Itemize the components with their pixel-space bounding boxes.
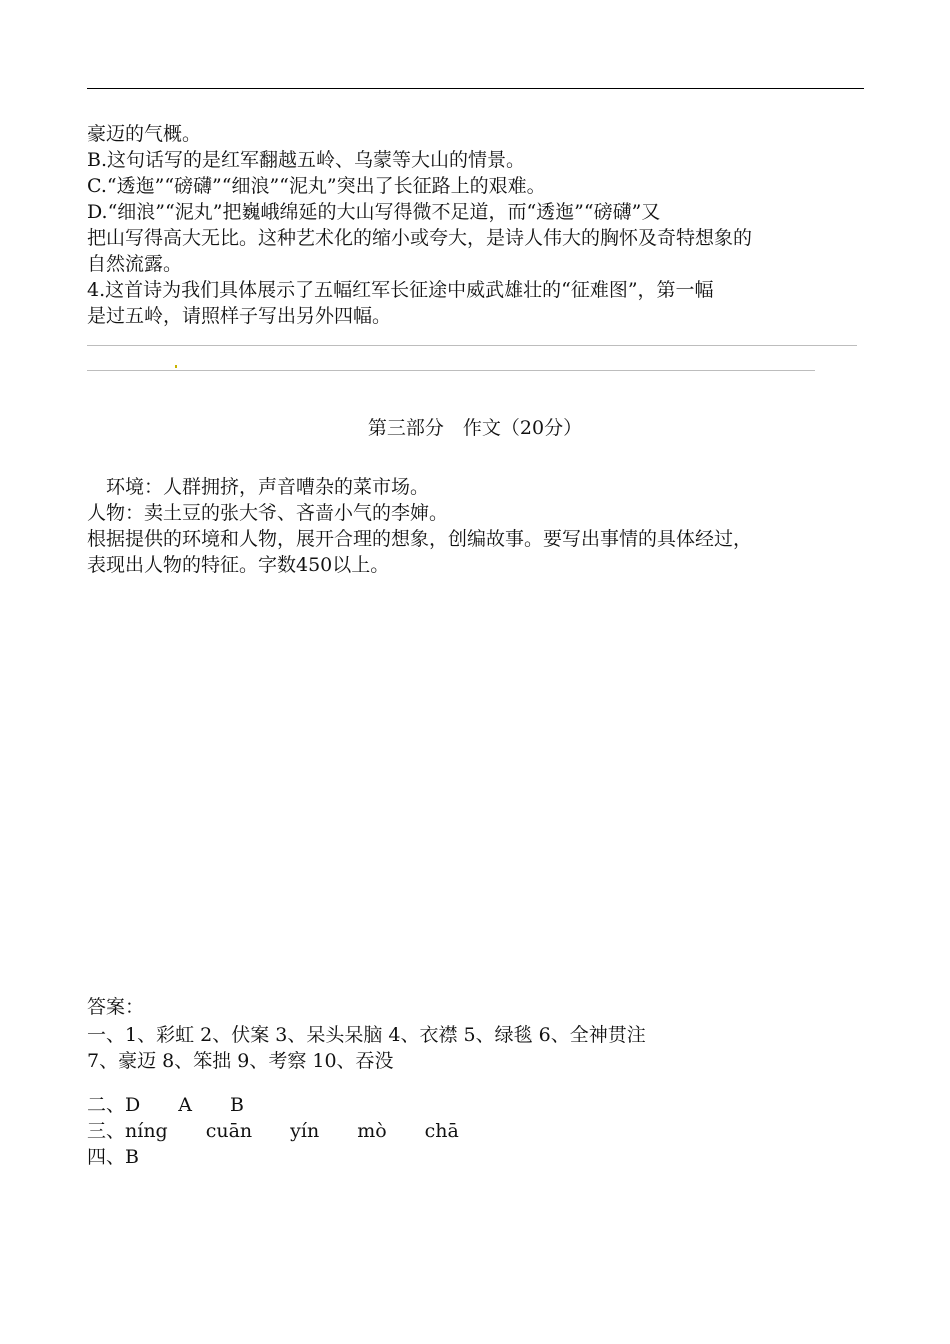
text-line: 豪迈的气概。 <box>87 123 202 145</box>
question-4-cont: 是过五岭，请照样子写出另外四幅。 <box>87 305 392 327</box>
option-c: C.“透迤”“磅礴”“细浪”“泥丸”突出了长征路上的艰难。 <box>87 175 546 197</box>
answer-blank-line[interactable] <box>87 370 815 371</box>
option-b: B.这句话写的是红军翻越五岭、乌蒙等大山的情景。 <box>87 149 526 171</box>
essay-instructions-cont: 表现出人物的特征。字数450以上。 <box>87 554 390 576</box>
answers-row: 一、1、彩虹 2、伏案 3、呆头呆脑 4、衣襟 5、绿毯 6、全神贯注 <box>87 1024 646 1046</box>
essay-characters: 人物：卖土豆的张大爷、吝啬小气的李婶。 <box>87 502 449 524</box>
question-4: 4.这首诗为我们具体展示了五幅红军长征途中威武雄壮的“征难图”，第一幅 <box>87 279 714 301</box>
section-title: 第三部分 作文（20分） <box>367 417 583 439</box>
option-d-cont: 把山写得高大无比。这种艺术化的缩小或夸大，是诗人伟大的胸怀及奇特想象的 <box>87 227 753 249</box>
header-rule <box>87 88 864 89</box>
option-d-cont2: 自然流露。 <box>87 253 183 275</box>
answers-heading: 答案： <box>87 996 145 1018</box>
stray-mark <box>175 365 177 368</box>
essay-instructions: 根据提供的环境和人物，展开合理的想象，创编故事。要写出事情的具体经过， <box>87 528 753 550</box>
answers-row: 二、D A B <box>87 1094 244 1116</box>
option-d: D.“细浪”“泥丸”把巍峨绵延的大山写得微不足道，而“透迤”“磅礴”又 <box>87 201 661 223</box>
answer-blank-line[interactable] <box>87 345 857 346</box>
essay-environment: 环境：人群拥挤，声音嘈杂的菜市场。 <box>87 476 430 498</box>
answers-row: 7、豪迈 8、笨拙 9、考察 10、吞没 <box>87 1050 394 1072</box>
answers-row: 三、níng cuān yín mò chā <box>87 1120 459 1142</box>
answers-row: 四、B <box>87 1146 139 1168</box>
